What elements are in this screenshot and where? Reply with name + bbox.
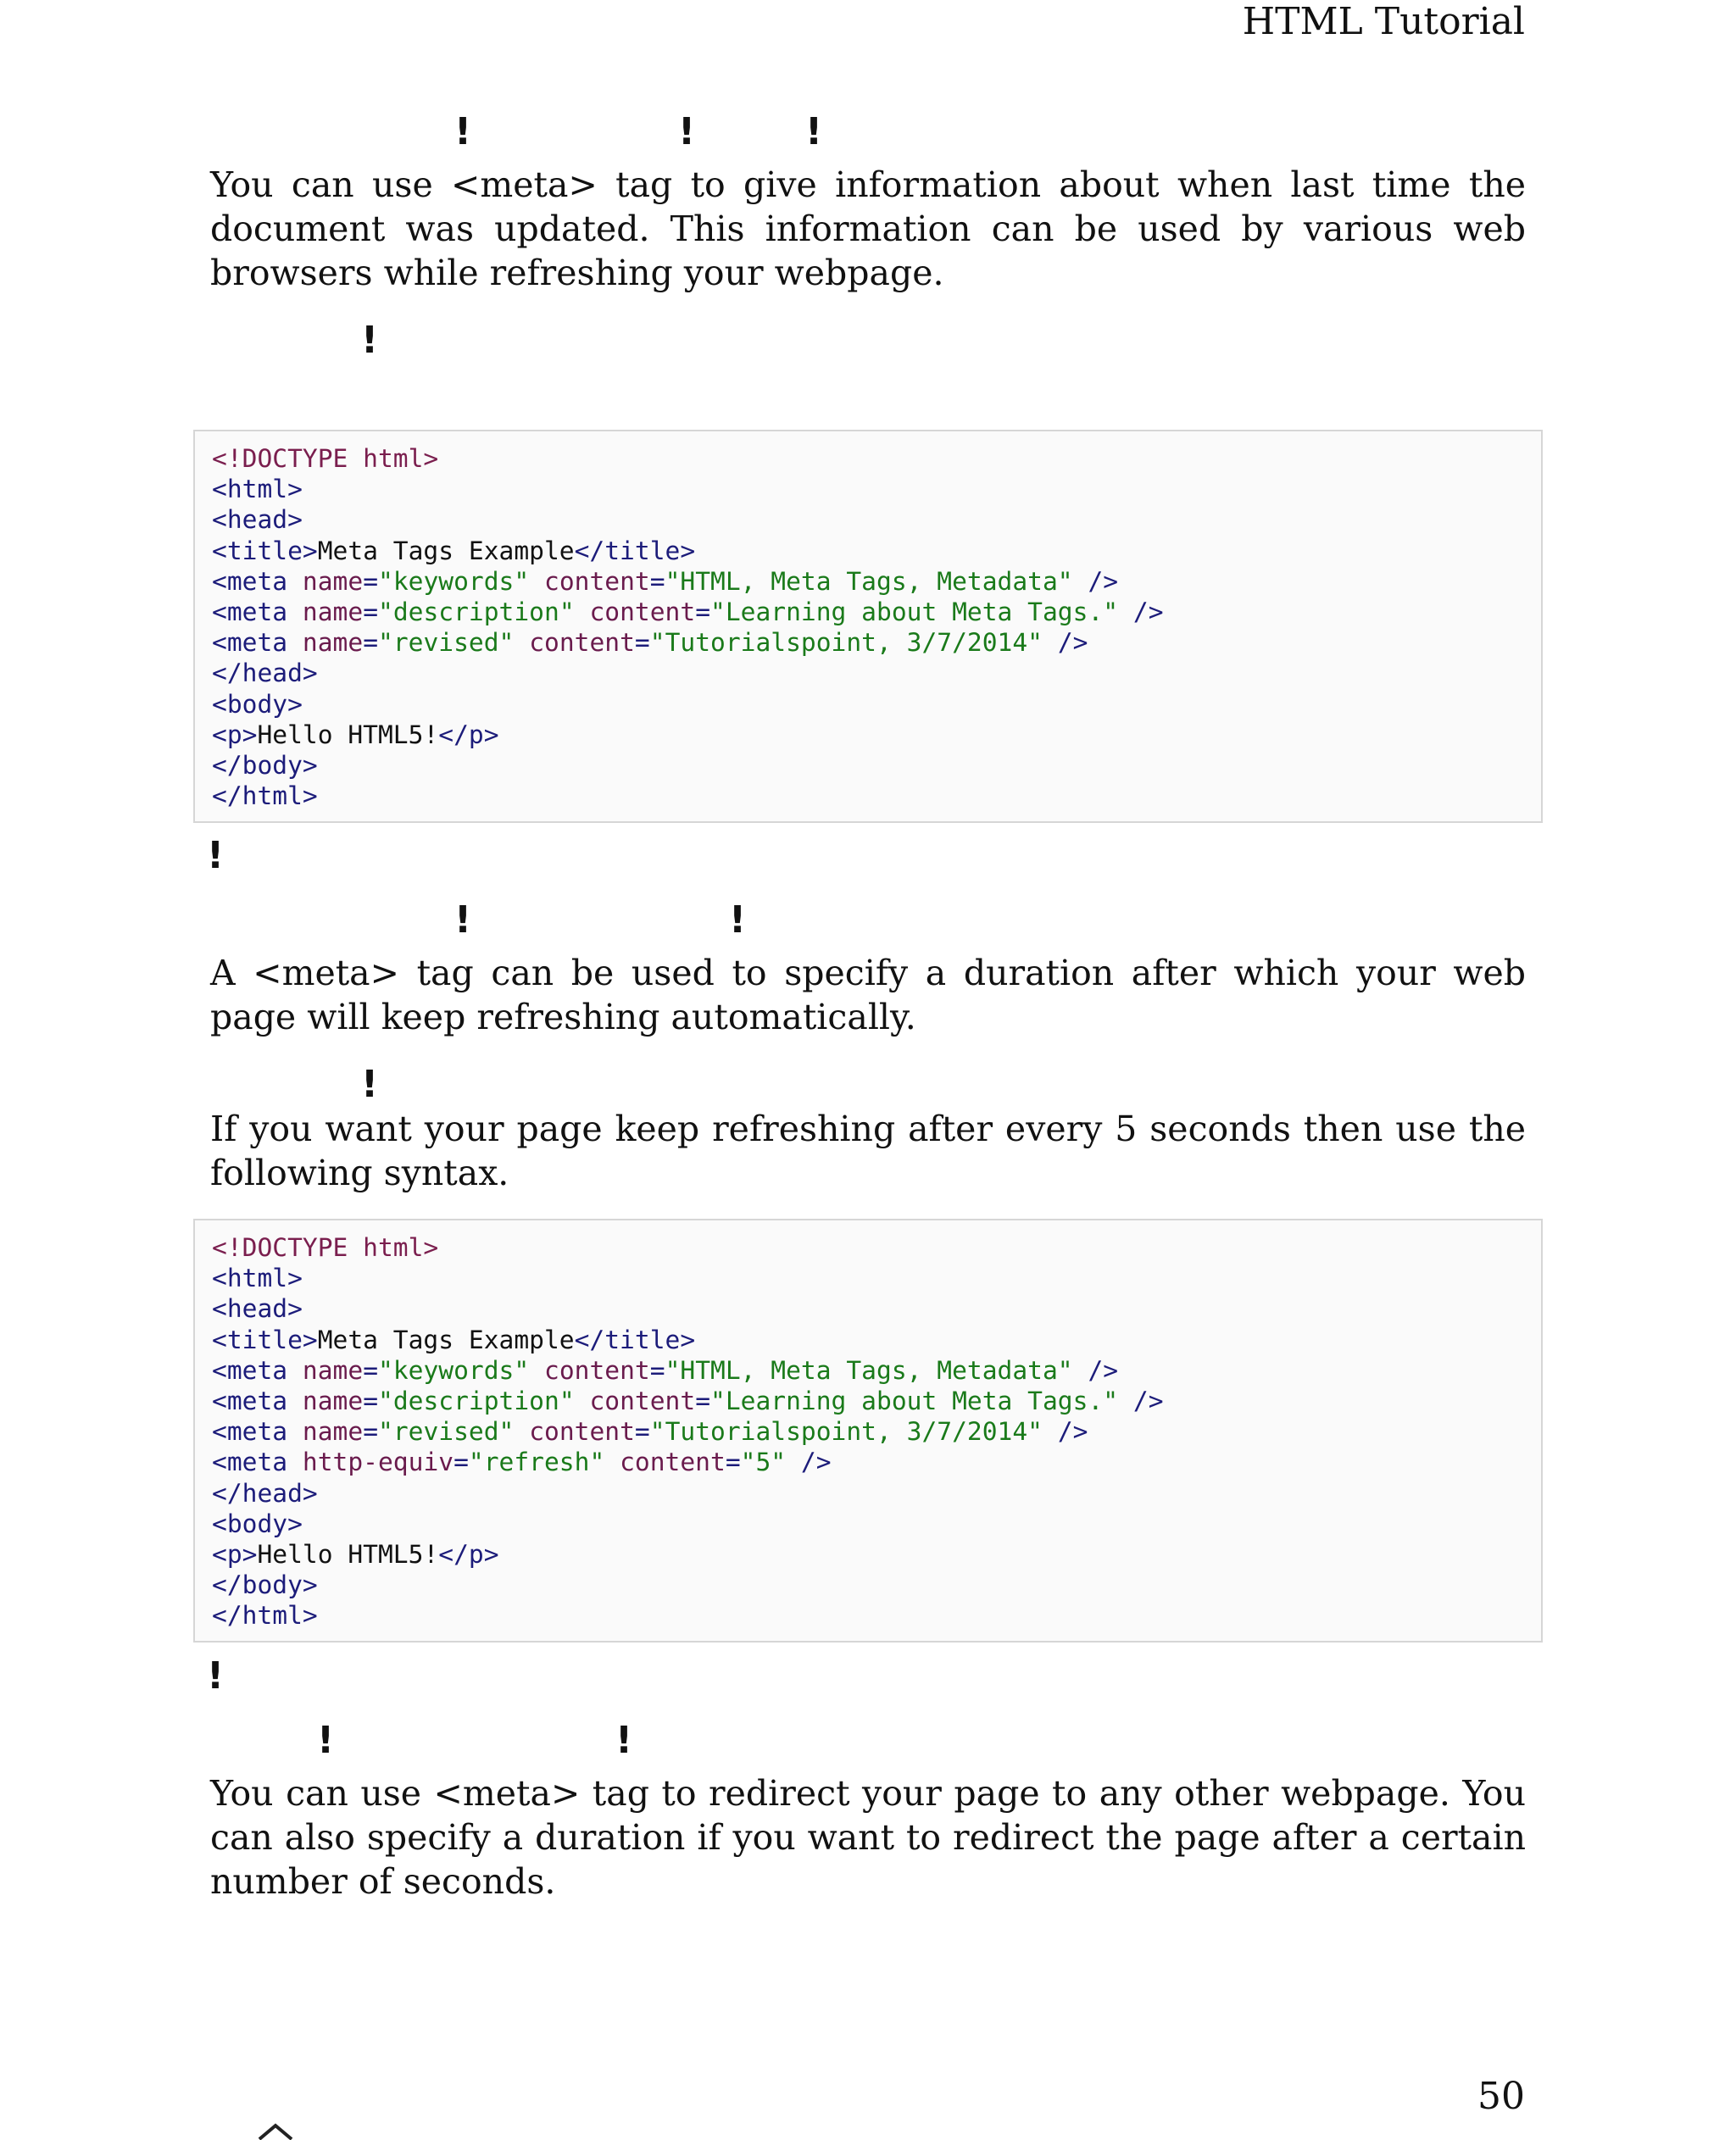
code-block-refresh bbox=[193, 1219, 1543, 1643]
heading-glyph: ! bbox=[454, 898, 472, 942]
code-token-str: "Tutorialspoint, 3/7/2014" bbox=[649, 1417, 1043, 1447]
code-line bbox=[212, 1570, 1541, 1600]
code-token-str: "refresh" bbox=[468, 1448, 605, 1477]
heading-glyph: ! bbox=[805, 110, 823, 153]
code-token-attr: content bbox=[589, 597, 696, 626]
code-token-tag: = bbox=[363, 628, 379, 658]
code-line bbox=[212, 1600, 1541, 1631]
code-token-tag: = bbox=[695, 1386, 711, 1415]
code-token-text: Hello HTML5! bbox=[257, 720, 439, 749]
code-line bbox=[212, 1416, 1541, 1447]
code-token-tag: /> bbox=[1072, 566, 1119, 596]
code-token-tag bbox=[575, 1387, 590, 1415]
code-token-str: "HTML, Meta Tags, Metadata" bbox=[665, 1355, 1073, 1385]
code-token-tag: <p> bbox=[212, 1539, 258, 1569]
heading-glyph: ! bbox=[615, 1719, 633, 1762]
heading-glyph-row bbox=[0, 107, 1736, 158]
code-token-tag: = bbox=[725, 1448, 741, 1477]
code-line bbox=[212, 1478, 1541, 1509]
code-token-tag: <meta bbox=[212, 1417, 303, 1447]
code-token-str: "keywords" bbox=[378, 566, 530, 596]
code-token-tag: = bbox=[363, 1417, 379, 1447]
heading-glyph: ! bbox=[207, 1654, 225, 1698]
code-token-tag: /> bbox=[1118, 597, 1164, 626]
code-line bbox=[212, 443, 1541, 474]
code-token-attr: name bbox=[302, 1386, 364, 1415]
heading-glyph: ! bbox=[207, 834, 225, 877]
code-token-text: Meta Tags Example bbox=[317, 536, 575, 565]
code-token-attr: name bbox=[302, 566, 364, 596]
code-line bbox=[212, 1447, 1541, 1477]
code-token-str: "HTML, Meta Tags, Metadata" bbox=[665, 566, 1073, 596]
code-token-tag: </body> bbox=[212, 1570, 318, 1600]
code-token-tag: <title> bbox=[212, 1325, 318, 1354]
code-lines bbox=[212, 1232, 1541, 1631]
code-token-tag: = bbox=[649, 1355, 665, 1385]
code-token-tag: = bbox=[363, 1355, 379, 1385]
code-token-str: "description" bbox=[378, 1386, 575, 1415]
code-token-tag: /> bbox=[1118, 1386, 1164, 1415]
code-token-tag: <head> bbox=[212, 1294, 303, 1324]
code-token-tag: <meta bbox=[212, 1448, 303, 1477]
heading-glyph-row bbox=[0, 1715, 1736, 1766]
code-token-tag: <head> bbox=[212, 505, 303, 535]
code-token-attr: content bbox=[529, 1417, 635, 1447]
code-token-text: Hello HTML5! bbox=[257, 1539, 439, 1569]
code-token-str: "description" bbox=[378, 597, 575, 626]
code-token-tag: </html> bbox=[212, 1601, 318, 1631]
revision-paragraph: You can use <meta> tag to give information about when last time the document was updated. This information can be used by various web browsers while refreshing your webpage. bbox=[210, 164, 1526, 293]
code-token-tag: </head> bbox=[212, 1478, 318, 1508]
code-line bbox=[212, 720, 1541, 750]
code-token-tag: <meta bbox=[212, 628, 303, 658]
code-line bbox=[212, 1232, 1541, 1263]
code-token-attr: http-equiv bbox=[302, 1448, 454, 1477]
code-token-tag: = bbox=[363, 597, 379, 626]
code-token-text: Meta Tags Example bbox=[317, 1325, 575, 1354]
code-token-tag bbox=[514, 628, 529, 657]
code-line bbox=[212, 781, 1541, 811]
code-token-str: "keywords" bbox=[378, 1355, 530, 1385]
refresh-example-paragraph: If you want your page keep refreshing after every 5 seconds then use the following syntax. bbox=[210, 1109, 1526, 1193]
running-header-title: HTML Tutorial bbox=[1242, 0, 1525, 43]
code-token-str: "Tutorialspoint, 3/7/2014" bbox=[649, 628, 1043, 658]
code-block-revision bbox=[193, 430, 1543, 823]
code-token-tag: <body> bbox=[212, 1509, 303, 1538]
code-token-tag: </body> bbox=[212, 750, 318, 780]
code-line bbox=[212, 1355, 1541, 1386]
code-token-str: "revised" bbox=[378, 1417, 515, 1447]
code-line bbox=[212, 1293, 1541, 1324]
code-line bbox=[212, 474, 1541, 504]
code-line bbox=[212, 566, 1541, 597]
redirect-paragraph: You can use <meta> tag to redirect your page to any other webpage. You can also specify a duration if you want to redirect the page after a certain number of seconds. bbox=[210, 1773, 1526, 1902]
code-token-tag: = bbox=[363, 566, 379, 596]
code-token-tag: </head> bbox=[212, 659, 318, 688]
code-token-tag: = bbox=[695, 597, 711, 626]
code-token-doctype: <!DOCTYPE html> bbox=[212, 444, 439, 473]
heading-glyph-row bbox=[0, 831, 1736, 881]
code-token-tag: /> bbox=[786, 1448, 832, 1477]
code-token-tag: </html> bbox=[212, 781, 318, 811]
chevron-up-icon[interactable] bbox=[254, 2119, 297, 2140]
code-line bbox=[212, 689, 1541, 720]
heading-glyph-row bbox=[0, 1651, 1736, 1702]
code-lines bbox=[212, 443, 1541, 811]
code-line bbox=[212, 536, 1541, 566]
code-token-tag: <meta bbox=[212, 1386, 303, 1415]
code-token-tag: /> bbox=[1043, 628, 1088, 658]
code-line bbox=[212, 658, 1541, 688]
code-token-attr: name bbox=[302, 597, 364, 626]
code-line bbox=[212, 504, 1541, 535]
code-token-tag: </title> bbox=[574, 1325, 696, 1354]
code-token-attr: name bbox=[302, 1355, 364, 1385]
code-token-tag: </p> bbox=[438, 1539, 499, 1569]
code-token-tag: <body> bbox=[212, 689, 303, 719]
heading-glyph-row bbox=[0, 315, 1736, 366]
code-token-attr: name bbox=[302, 1417, 364, 1447]
code-token-tag: = bbox=[634, 1417, 650, 1447]
code-token-tag: /> bbox=[1072, 1355, 1119, 1385]
code-token-tag bbox=[529, 1356, 544, 1385]
code-token-tag: <title> bbox=[212, 536, 318, 565]
code-token-tag: = bbox=[453, 1448, 469, 1477]
code-token-attr: content bbox=[529, 628, 635, 658]
heading-glyph: ! bbox=[454, 110, 472, 153]
heading-glyph-row bbox=[0, 1059, 1736, 1110]
refresh-paragraph: A <meta> tag can be used to specify a duration after which your web page will keep refreshing automatically. bbox=[210, 953, 1526, 1037]
code-token-attr: content bbox=[589, 1386, 696, 1415]
code-token-doctype: <!DOCTYPE html> bbox=[212, 1233, 439, 1262]
code-token-tag bbox=[575, 598, 590, 626]
code-token-tag: </title> bbox=[574, 536, 696, 565]
code-token-tag: <p> bbox=[212, 720, 258, 749]
heading-glyph: ! bbox=[678, 110, 696, 153]
code-token-tag: <meta bbox=[212, 1355, 303, 1385]
heading-glyph-row bbox=[0, 895, 1736, 946]
code-line bbox=[212, 1325, 1541, 1355]
code-line bbox=[212, 1509, 1541, 1539]
code-token-tag bbox=[529, 567, 544, 596]
code-token-tag: = bbox=[363, 1386, 379, 1415]
code-line bbox=[212, 627, 1541, 658]
code-token-attr: name bbox=[302, 628, 364, 658]
code-token-str: "Learning about Meta Tags." bbox=[710, 1386, 1119, 1415]
code-token-tag bbox=[514, 1417, 529, 1446]
code-token-tag: /> bbox=[1043, 1417, 1088, 1447]
code-token-tag: <html> bbox=[212, 1264, 303, 1293]
code-line bbox=[212, 750, 1541, 781]
code-token-tag: </p> bbox=[438, 720, 499, 749]
code-token-attr: content bbox=[544, 566, 650, 596]
code-line bbox=[212, 597, 1541, 627]
heading-glyph: ! bbox=[729, 898, 747, 942]
code-line bbox=[212, 1263, 1541, 1293]
code-token-tag: <meta bbox=[212, 597, 303, 626]
code-token-tag: <meta bbox=[212, 566, 303, 596]
heading-glyph: ! bbox=[361, 1063, 379, 1106]
code-token-tag bbox=[604, 1448, 620, 1476]
code-token-attr: content bbox=[620, 1448, 726, 1477]
code-token-str: "Learning about Meta Tags." bbox=[710, 597, 1119, 626]
heading-glyph: ! bbox=[361, 319, 379, 362]
code-token-str: "5" bbox=[740, 1448, 787, 1477]
code-line bbox=[212, 1539, 1541, 1570]
code-token-str: "revised" bbox=[378, 628, 515, 658]
code-token-attr: content bbox=[544, 1355, 650, 1385]
code-token-tag: = bbox=[634, 628, 650, 658]
code-line bbox=[212, 1386, 1541, 1416]
heading-glyph: ! bbox=[317, 1719, 335, 1762]
code-token-tag: <html> bbox=[212, 475, 303, 504]
code-token-tag: = bbox=[649, 566, 665, 596]
page-number: 50 bbox=[1477, 2075, 1525, 2118]
